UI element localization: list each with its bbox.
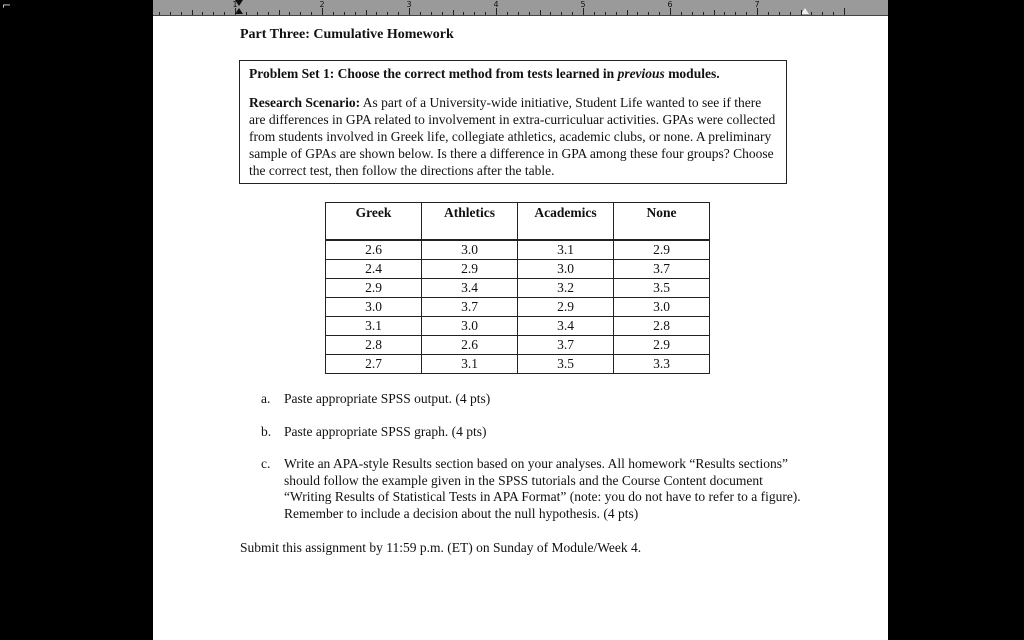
table-cell: 3.4 xyxy=(422,279,518,298)
research-scenario xyxy=(249,94,777,179)
ruler-tick xyxy=(300,12,301,15)
table-cell: 2.7 xyxy=(326,355,422,374)
column-header: Athletics xyxy=(422,203,518,241)
submit-instructions: Submit this assignment by 11:59 p.m. (ET) on Sunday of Module/Week 4. xyxy=(240,540,642,555)
ruler-tick xyxy=(561,12,562,15)
document-page[interactable] xyxy=(153,16,888,640)
scenario-text: As part of a University-wide initiative, Student Life wanted to see if there are differences in GPA related to involvement in extra-curriculuar activities. GPAs were collected from students involved in Greek life, collegiate athletics, academic clubs, or none. A preliminary sample of GPAs are shown below. Is there a difference in GPA among these four groups? Choose the correct test, then follow the directions after the table. xyxy=(249,95,776,178)
ruler-tick xyxy=(844,8,845,15)
right-indent-marker-icon[interactable] xyxy=(801,8,809,14)
table-cell: 3.0 xyxy=(614,298,710,317)
ruler-tick xyxy=(159,12,160,15)
ruler-tick xyxy=(703,12,704,15)
ruler-tick xyxy=(518,12,519,15)
ruler-tick xyxy=(453,10,454,15)
ruler-tick xyxy=(192,10,193,15)
ruler-tick xyxy=(322,8,323,15)
question-letter: b. xyxy=(261,423,272,439)
table-cell: 3.0 xyxy=(326,298,422,317)
ruler-tick xyxy=(442,12,443,15)
problem-heading-prefix: Problem Set 1: Choose the correct method from tests learned in xyxy=(249,66,618,81)
ruler-tick xyxy=(724,12,725,15)
ruler-tick xyxy=(202,12,203,15)
ruler-tick xyxy=(289,12,290,15)
table-cell: 2.9 xyxy=(614,336,710,355)
problem-set-box xyxy=(239,60,787,184)
question-letter: c. xyxy=(261,456,271,471)
ruler-tick xyxy=(333,12,334,15)
ruler-tick xyxy=(246,12,247,15)
table-cell: 2.9 xyxy=(326,279,422,298)
ruler-tick xyxy=(714,10,715,15)
ruler-tick xyxy=(735,12,736,15)
ruler-number: 3 xyxy=(406,0,412,9)
ruler-tick xyxy=(496,8,497,15)
ruler-tick xyxy=(790,12,791,15)
ruler-tick xyxy=(670,8,671,15)
table-row xyxy=(326,317,710,336)
table-cell: 2.6 xyxy=(326,240,422,260)
table-cell: 3.5 xyxy=(614,279,710,298)
ruler-tick xyxy=(779,12,780,15)
ruler-tick xyxy=(355,12,356,15)
ruler-tick xyxy=(692,12,693,15)
ruler-number: 5 xyxy=(580,0,586,9)
ruler-tick xyxy=(529,12,530,15)
ruler-tick xyxy=(550,12,551,15)
ruler-tick xyxy=(170,12,171,15)
table-cell: 2.9 xyxy=(614,240,710,260)
table-cell: 3.4 xyxy=(518,317,614,336)
ruler-tick xyxy=(181,12,182,15)
ruler-tick xyxy=(681,12,682,15)
question-list xyxy=(261,391,801,538)
gpa-table xyxy=(325,202,710,374)
ruler-tick xyxy=(507,12,508,15)
ruler-tick xyxy=(463,12,464,15)
question-item xyxy=(261,456,801,522)
question-text: Paste appropriate SPSS output. (4 pts) xyxy=(284,391,491,406)
table-cell: 2.9 xyxy=(422,260,518,279)
ruler-tick xyxy=(213,12,214,15)
table-cell: 3.1 xyxy=(518,240,614,260)
ruler-tick xyxy=(431,12,432,15)
ruler-tick xyxy=(540,10,541,15)
ruler-tick xyxy=(822,12,823,15)
ruler-tick xyxy=(344,12,345,15)
scenario-label: Research Scenario: xyxy=(249,95,361,110)
ruler-tick xyxy=(376,12,377,15)
table-row xyxy=(326,355,710,374)
ruler-tick xyxy=(627,10,628,15)
table-cell: 3.7 xyxy=(518,336,614,355)
ruler-tick xyxy=(757,8,758,15)
table-cell: 2.8 xyxy=(326,336,422,355)
table-row xyxy=(326,336,710,355)
problem-heading xyxy=(249,65,777,82)
table-row xyxy=(326,260,710,279)
ruler-tick xyxy=(279,10,280,15)
ruler-tick xyxy=(235,8,236,15)
question-letter: a. xyxy=(261,391,271,406)
ruler-number: 1 xyxy=(232,0,238,9)
ruler-tick xyxy=(801,10,802,15)
table-cell: 3.3 xyxy=(614,355,710,374)
ruler-tick xyxy=(659,12,660,15)
ruler-tick xyxy=(637,12,638,15)
ruler-tick xyxy=(583,8,584,15)
corner-mark-icon: ⌐ xyxy=(2,0,12,12)
ruler-tick xyxy=(409,8,410,15)
table-cell: 3.5 xyxy=(518,355,614,374)
question-text: Write an APA-style Results section based on your analyses. All homework “Results sections” should follow the example given in the SPSS tutorials and the Course Content document “Writing Results of Statistical Tests in APA Format” (note: you do not have to refer to a figure). Remember to include a decision about the null hypothesis. (4 pts) xyxy=(284,456,801,521)
column-header: None xyxy=(614,203,710,241)
table-cell: 2.6 xyxy=(422,336,518,355)
table-cell: 2.8 xyxy=(614,317,710,336)
table-cell: 2.4 xyxy=(326,260,422,279)
table-cell: 3.7 xyxy=(422,298,518,317)
table-cell: 3.0 xyxy=(422,240,518,260)
table-cell: 3.0 xyxy=(518,260,614,279)
question-item xyxy=(261,391,801,408)
column-header: Academics xyxy=(518,203,614,241)
ruler-tick xyxy=(224,12,225,15)
page-title: Part Three: Cumulative Homework xyxy=(240,27,454,42)
ruler-number: 2 xyxy=(319,0,325,9)
table-cell: 3.0 xyxy=(422,317,518,336)
column-header: Greek xyxy=(326,203,422,241)
ruler-number: 6 xyxy=(667,0,673,9)
ruler-tick xyxy=(768,12,769,15)
ruler-tick xyxy=(268,12,269,15)
question-text: Paste appropriate SPSS graph. (4 pts) xyxy=(284,423,487,439)
ruler-tick xyxy=(616,12,617,15)
table-row xyxy=(326,240,710,260)
ruler-tick xyxy=(366,10,367,15)
horizontal-ruler[interactable] xyxy=(153,0,888,16)
table-cell: 3.2 xyxy=(518,279,614,298)
ruler-number: 4 xyxy=(493,0,499,9)
ruler-tick xyxy=(398,12,399,15)
ruler-tick xyxy=(648,12,649,15)
ruler-tick xyxy=(594,12,595,15)
ruler-number: 7 xyxy=(754,0,760,9)
table-cell: 3.7 xyxy=(614,260,710,279)
problem-heading-emphasis: previous xyxy=(617,66,665,81)
ruler-tick xyxy=(420,12,421,15)
table-row xyxy=(326,279,710,298)
ruler-tick xyxy=(811,12,812,15)
problem-heading-suffix: modules. xyxy=(664,66,720,81)
ruler-tick xyxy=(605,12,606,15)
table-cell: 3.1 xyxy=(422,355,518,374)
ruler-tick xyxy=(485,12,486,15)
table-header-row xyxy=(326,203,710,241)
table-cell: 2.9 xyxy=(518,298,614,317)
ruler-tick xyxy=(257,12,258,15)
question-item xyxy=(261,424,801,441)
ruler-tick xyxy=(572,12,573,15)
ruler-tick xyxy=(474,12,475,15)
table-cell: 3.1 xyxy=(326,317,422,336)
table-row xyxy=(326,298,710,317)
ruler-tick xyxy=(833,12,834,15)
ruler-tick xyxy=(387,12,388,15)
ruler-tick xyxy=(311,12,312,15)
ruler-tick xyxy=(746,12,747,15)
